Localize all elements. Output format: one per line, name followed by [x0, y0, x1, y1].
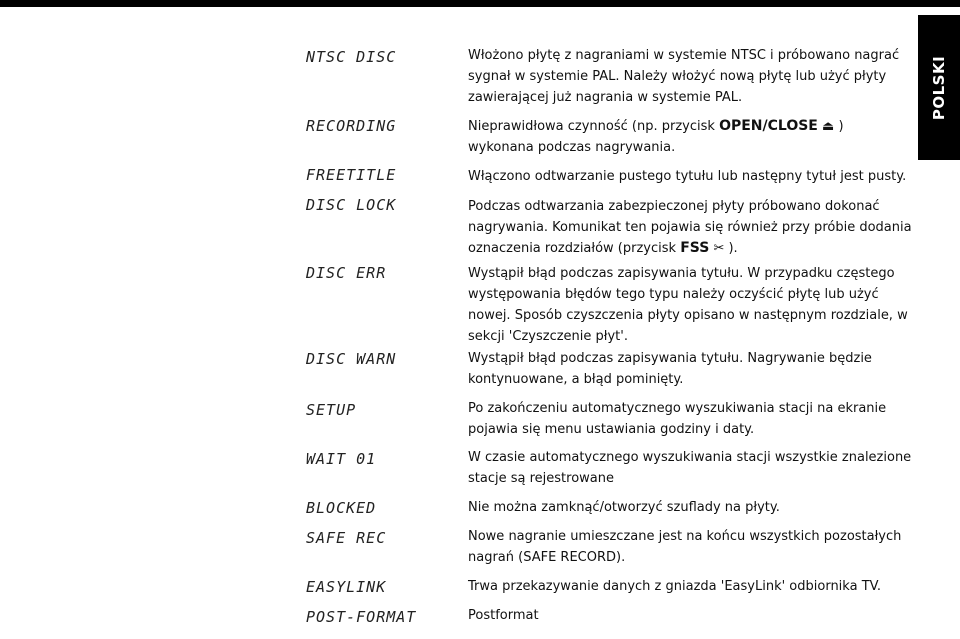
- message-code-setup: SETUP: [306, 401, 357, 419]
- message-code-disc-lock: DISC LOCK: [306, 196, 397, 214]
- message-description-post-format: Postformat: [468, 608, 539, 623]
- scissors-icon: ✂: [713, 241, 725, 256]
- message-code-blocked: BLOCKED: [306, 499, 377, 517]
- message-code-post-format: POST-FORMAT: [306, 608, 417, 626]
- message-code-disc-warn: DISC WARN: [306, 350, 397, 368]
- top-rule: [0, 0, 960, 7]
- language-tab-label: POLSKI: [930, 55, 948, 120]
- message-description-disc-lock: [468, 196, 913, 259]
- message-code-wait-01: WAIT 01: [306, 450, 377, 468]
- message-description-recording: [468, 116, 913, 158]
- open-close-key: OPEN/CLOSE: [719, 118, 818, 134]
- message-description-disc-err: Wystąpił błąd podczas zapisywania tytułu. W przypadku częstego występowania błędów tego typu należy oczyścić płytę lub użyć nowej. Sposób czyszczenia płyty opisano w następnym rozdziale, w sekcji 'Czyszczenie płyt'.: [468, 266, 908, 344]
- message-code-safe-rec: SAFE REC: [306, 529, 387, 547]
- language-tab: [918, 15, 960, 160]
- message-code-easylink: EASYLINK: [306, 578, 387, 596]
- message-description-wait-01: W czasie automatycznego wyszukiwania stacji wszystkie znalezione stacje są rejestrowane: [468, 450, 912, 486]
- fss-key: FSS: [680, 240, 710, 256]
- description-text: Nieprawidłowa czynność (np. przycisk: [468, 119, 720, 134]
- description-text: ) wykonana podczas nagrywania.: [468, 119, 844, 155]
- eject-icon: ⏏: [822, 119, 835, 134]
- message-code-ntsc-disc: NTSC DISC: [306, 48, 397, 66]
- message-description-blocked: Nie można zamknąć/otworzyć szuflady na płyty.: [468, 500, 780, 515]
- message-description-disc-warn: Wystąpił błąd podczas zapisywania tytułu. Nagrywanie będzie kontynuowane, a błąd pominięty.: [468, 351, 872, 387]
- description-text: ).: [724, 241, 738, 256]
- message-code-recording: RECORDING: [306, 117, 397, 135]
- message-description-safe-rec: Nowe nagranie umieszczane jest na końcu wszystkich pozostałych nagrań (SAFE RECORD).: [468, 529, 902, 565]
- description-text: Podczas odtwarzania zabezpieczonej płyty próbowano dokonać nagrywania. Komunikat ten pojawia się również przy próbie dodania oznaczenia rozdziałów (przycisk: [468, 199, 912, 256]
- message-description-easylink: Trwa przekazywanie danych z gniazda 'EasyLink' odbiornika TV.: [468, 579, 881, 594]
- message-description-ntsc-disc: Włożono płytę z nagraniami w systemie NTSC i próbowano nagrać sygnał w systemie PAL. Należy włożyć nową płytę lub użyć płyty zawierającej już nagrania w systemie PAL.: [468, 48, 900, 105]
- message-code-freetitle: FREETITLE: [306, 166, 397, 184]
- message-code-disc-err: DISC ERR: [306, 264, 387, 282]
- message-description-freetitle: Włączono odtwarzanie pustego tytułu lub następny tytuł jest pusty.: [468, 169, 907, 184]
- message-description-setup: Po zakończeniu automatycznego wyszukiwania stacji na ekranie pojawia się menu ustawiania godziny i daty.: [468, 401, 887, 437]
